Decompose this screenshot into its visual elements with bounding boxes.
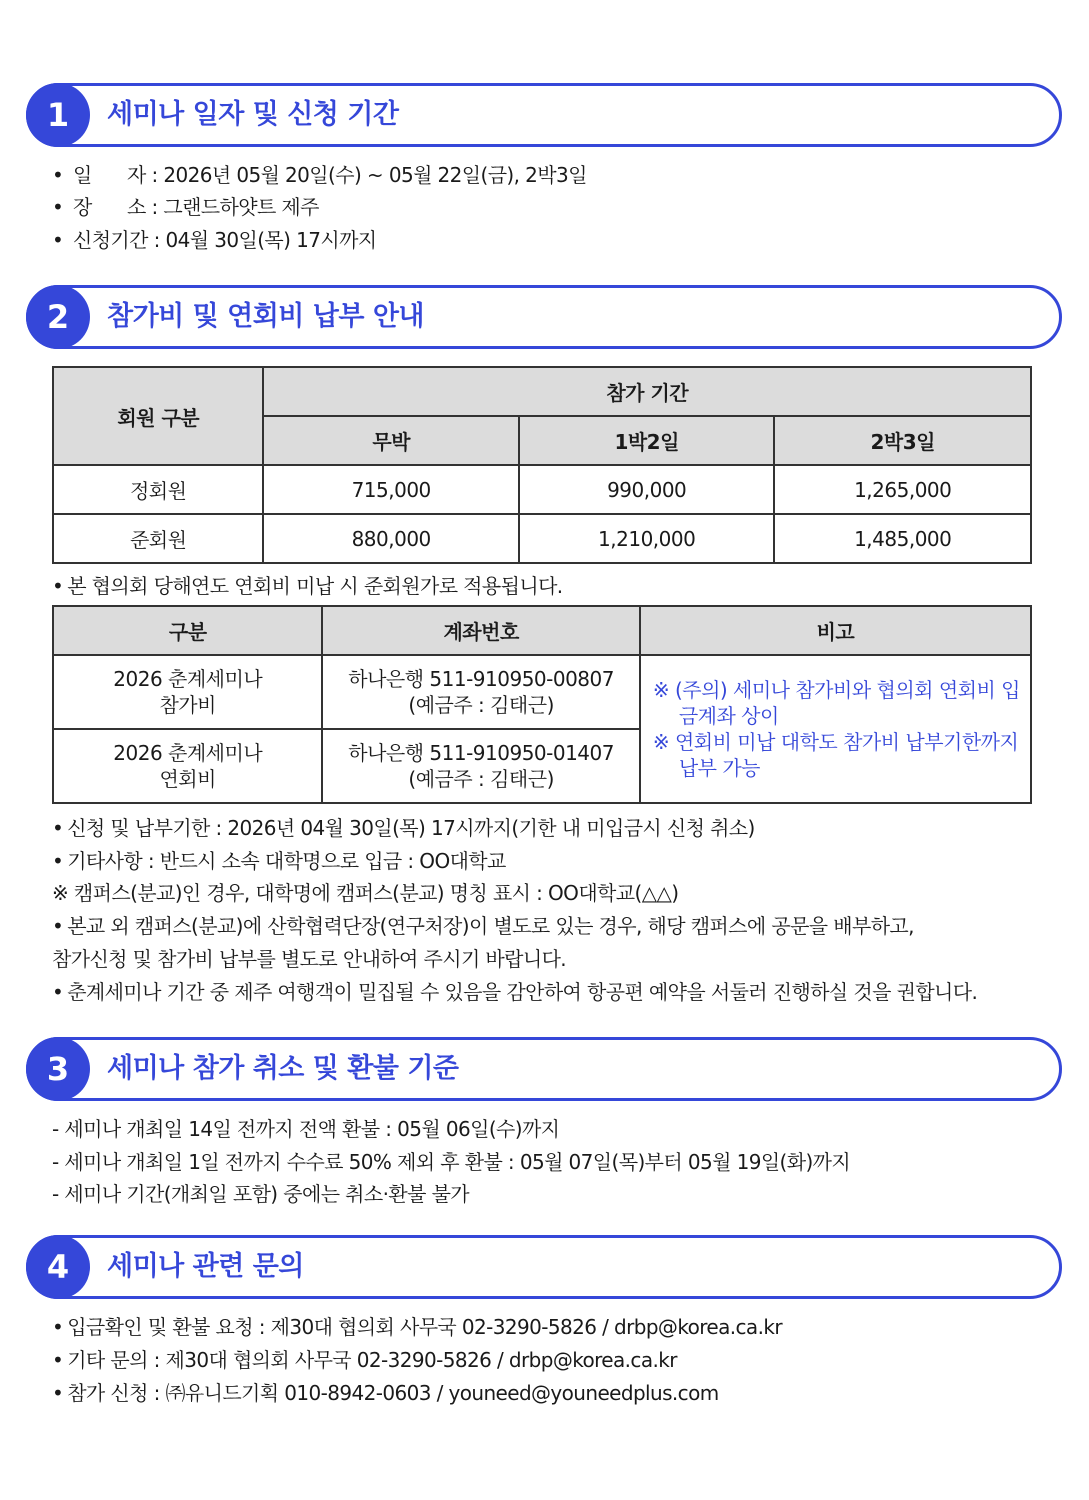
header-period-2: 2박3일 [774, 416, 1031, 465]
section-number: 3 [26, 1037, 90, 1101]
header-type: 구분 [53, 606, 322, 655]
refund-rule-2: - 세미나 개최일 1일 전까지 수수료 50% 제외 후 환불 : 05월 07일(목)부터 05월 19일(화)까지 [52, 1150, 851, 1174]
header-period-0: 무박 [263, 416, 518, 465]
section-4-header [26, 1235, 1062, 1299]
section-title: 참가비 및 연회비 납부 안내 [107, 301, 425, 332]
contact-apply: • 참가 신청 : ㈜유니드기획 010-8942-0603 / youneed@youneedplus.com [52, 1377, 719, 1409]
header-period-1: 1박2일 [519, 416, 775, 465]
refund-rule-1: - 세미나 개최일 14일 전까지 전액 환불 : 05월 06일(수)까지 [52, 1117, 560, 1141]
refund-rule-3: - 세미나 기간(개최일 포함) 중에는 취소·환불 불가 [52, 1182, 470, 1206]
header-account: 계좌번호 [322, 606, 639, 655]
fee-value: 1,485,000 [774, 514, 1031, 563]
header-note: 비고 [640, 606, 1031, 655]
account-number: 하나은행 511-910950-00807 (예금주 : 김태근) [322, 655, 639, 729]
account-type: 2026 춘계세미나 참가비 [53, 655, 322, 729]
account-type: 2026 춘계세미나 연회비 [53, 729, 322, 803]
header-member-type: 회원 구분 [53, 367, 263, 465]
fee-value: 1,210,000 [519, 514, 775, 563]
account-table [52, 605, 1032, 804]
account-note: ※ (주의) 세미나 참가비와 협의회 연회비 입금계좌 상이 ※ 연회비 미납 대학도 참가비 납부기한까지 납부 가능 [640, 655, 1031, 803]
table-row [53, 514, 1031, 563]
schedule-place: • 장 소 : 그랜드하얏트 제주 [52, 191, 319, 223]
section-title: 세미나 참가 취소 및 환불 기준 [107, 1053, 459, 1084]
payment-branch: • 본교 외 캠퍼스(분교)에 산학협력단장(연구처장)이 별도로 있는 경우, 해당 캠퍼스에 공문을 배부하고, [52, 910, 914, 942]
section-1-header [26, 83, 1062, 147]
section-title: 세미나 일자 및 신청 기간 [107, 99, 399, 130]
payment-flight: • 춘계세미나 기간 중 제주 여행객이 밀집될 수 있음을 감안하여 항공편 예약을 서둘러 진행하실 것을 권합니다. [52, 976, 977, 1008]
fee-value: 990,000 [519, 465, 775, 514]
fee-value: 880,000 [263, 514, 518, 563]
member-type: 정회원 [53, 465, 263, 514]
section-number: 4 [26, 1235, 90, 1299]
fee-value: 715,000 [263, 465, 518, 514]
fee-value: 1,265,000 [774, 465, 1031, 514]
member-type: 준회원 [53, 514, 263, 563]
section-title: 세미나 관련 문의 [107, 1251, 304, 1282]
account-number: 하나은행 511-910950-01407 (예금주 : 김태근) [322, 729, 639, 803]
schedule-apply: • 신청기간 : 04월 30일(목) 17시까지 [52, 224, 377, 256]
table-row [53, 465, 1031, 514]
table-row [53, 655, 1031, 729]
contact-other: • 기타 문의 : 제30대 협의회 사무국 02-3290-5826 / drbp@korea.ca.kr [52, 1344, 677, 1376]
fee-table [52, 366, 1032, 564]
header-period: 참가 기간 [263, 367, 1031, 416]
fee-note: • 본 협의회 당해연도 연회비 미납 시 준회원가로 적용됩니다. [52, 570, 563, 602]
contact-refund: • 입금확인 및 환불 요청 : 제30대 협의회 사무국 02-3290-5826 / drbp@korea.ca.kr [52, 1311, 782, 1343]
section-number: 1 [26, 83, 90, 147]
payment-branch-cont: 참가신청 및 참가비 납부를 별도로 안내하여 주시기 바랍니다. [52, 947, 567, 971]
section-number: 2 [26, 285, 90, 349]
section-2-header [26, 285, 1062, 349]
payment-campus: ※ 캠퍼스(분교)인 경우, 대학명에 캠퍼스(분교) 명칭 표시 : OO대학교(△△) [52, 881, 679, 905]
payment-misc: • 기타사항 : 반드시 소속 대학명으로 입금 : OO대학교 [52, 845, 506, 877]
schedule-date: • 일 자 : 2026년 05월 20일(수) ~ 05월 22일(금), 2박3일 [52, 159, 587, 191]
section-3-header [26, 1037, 1062, 1101]
payment-deadline: • 신청 및 납부기한 : 2026년 04월 30일(목) 17시까지(기한 내 미입금시 신청 취소) [52, 812, 755, 844]
